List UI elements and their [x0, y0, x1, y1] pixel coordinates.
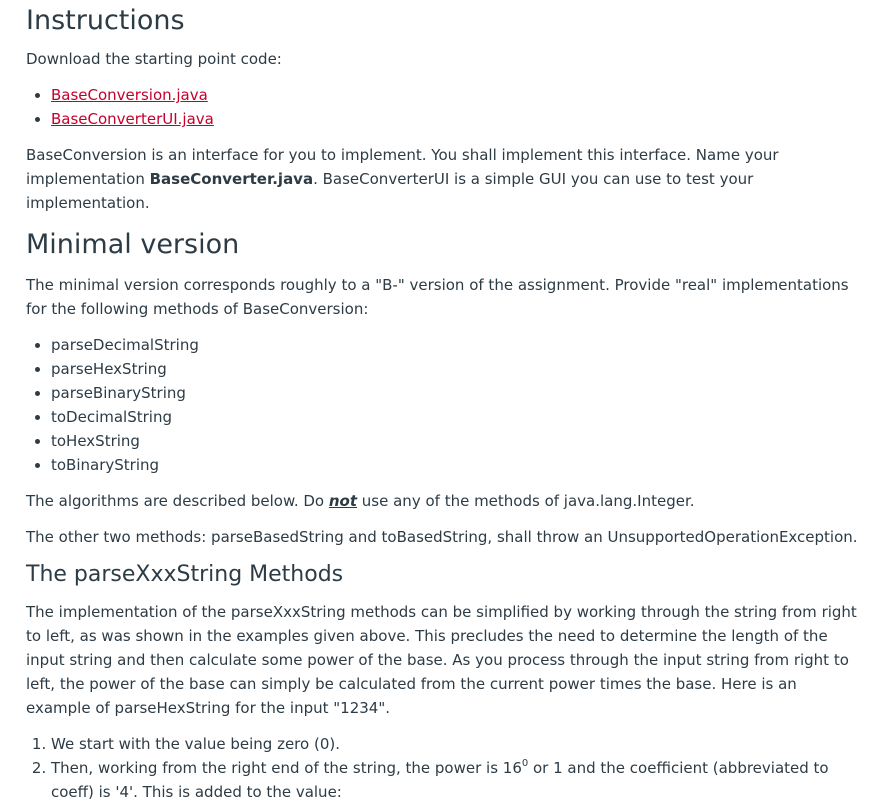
steps-list	[26, 732, 863, 804]
list-item	[51, 756, 863, 804]
methods-list	[26, 333, 863, 477]
parse-methods-heading: The parseXxxString Methods	[26, 562, 344, 587]
instructions-heading: Instructions	[26, 5, 185, 36]
list-item: • parseDecimalString	[51, 333, 863, 357]
power-superscript: 0	[521, 758, 529, 769]
parse-paragraph: The implementation of the parseXxxString methods can be simplified by working through the string from right to left, as was shown in the examples given above. This precludes the need to determine the length of the input string and then calculate some power of the base. As you process through the input string from right to left, the power of the base can simply be calculated from the current power times the base. Here is an example of parseHexString for the input "1234".	[26, 603, 857, 717]
minimal-intro-paragraph: The minimal version corresponds roughly to a "B-" version of the assignment. Provide "real" implementations for the following methods of BaseConversion:	[26, 276, 849, 318]
algo-text-1: The algorithms are described below. Do	[26, 492, 329, 510]
algo-text-2: use any of the methods of java.lang.Integer.	[357, 492, 695, 510]
list-item: • toDecimalString	[51, 405, 863, 429]
list-item: • toBinaryString	[51, 453, 863, 477]
impl-text-2: . BaseConverterUI is a simple GUI you can use to test your implementation.	[26, 170, 754, 212]
not-emphasis: not	[328, 492, 358, 510]
list-item	[51, 107, 863, 131]
base-converter-ui-link[interactable]: BaseConverterUI.java	[51, 110, 214, 128]
step2-text-1: Then, working from the right end of the string, the power is 16	[51, 759, 522, 777]
algorithms-paragraph	[26, 489, 863, 513]
impl-filename: BaseConverter.java	[149, 170, 314, 188]
list-item: • parseHexString	[51, 357, 863, 381]
list-item: • parseBinaryString	[51, 381, 863, 405]
download-text: Download the starting point code:	[26, 50, 282, 68]
other-methods-paragraph: The other two methods: parseBasedString and toBasedString, shall throw an UnsupportedOperationException.	[26, 528, 858, 546]
list-item: 1. We start with the value being zero (0).	[51, 732, 863, 756]
list-item: • toHexString	[51, 429, 863, 453]
download-link-list	[26, 83, 863, 131]
step2-text-2: or 1 and the coefficient (abbreviated to coeff) is '4'. This is added to the value:	[51, 759, 829, 801]
implementation-paragraph	[26, 143, 863, 215]
minimal-version-heading: Minimal version	[26, 229, 240, 260]
impl-text-1: BaseConversion is an interface for you to implement. You shall implement this interface. Name your implementation	[26, 146, 779, 188]
list-item	[51, 83, 863, 107]
base-conversion-link[interactable]: BaseConversion.java	[51, 86, 208, 104]
